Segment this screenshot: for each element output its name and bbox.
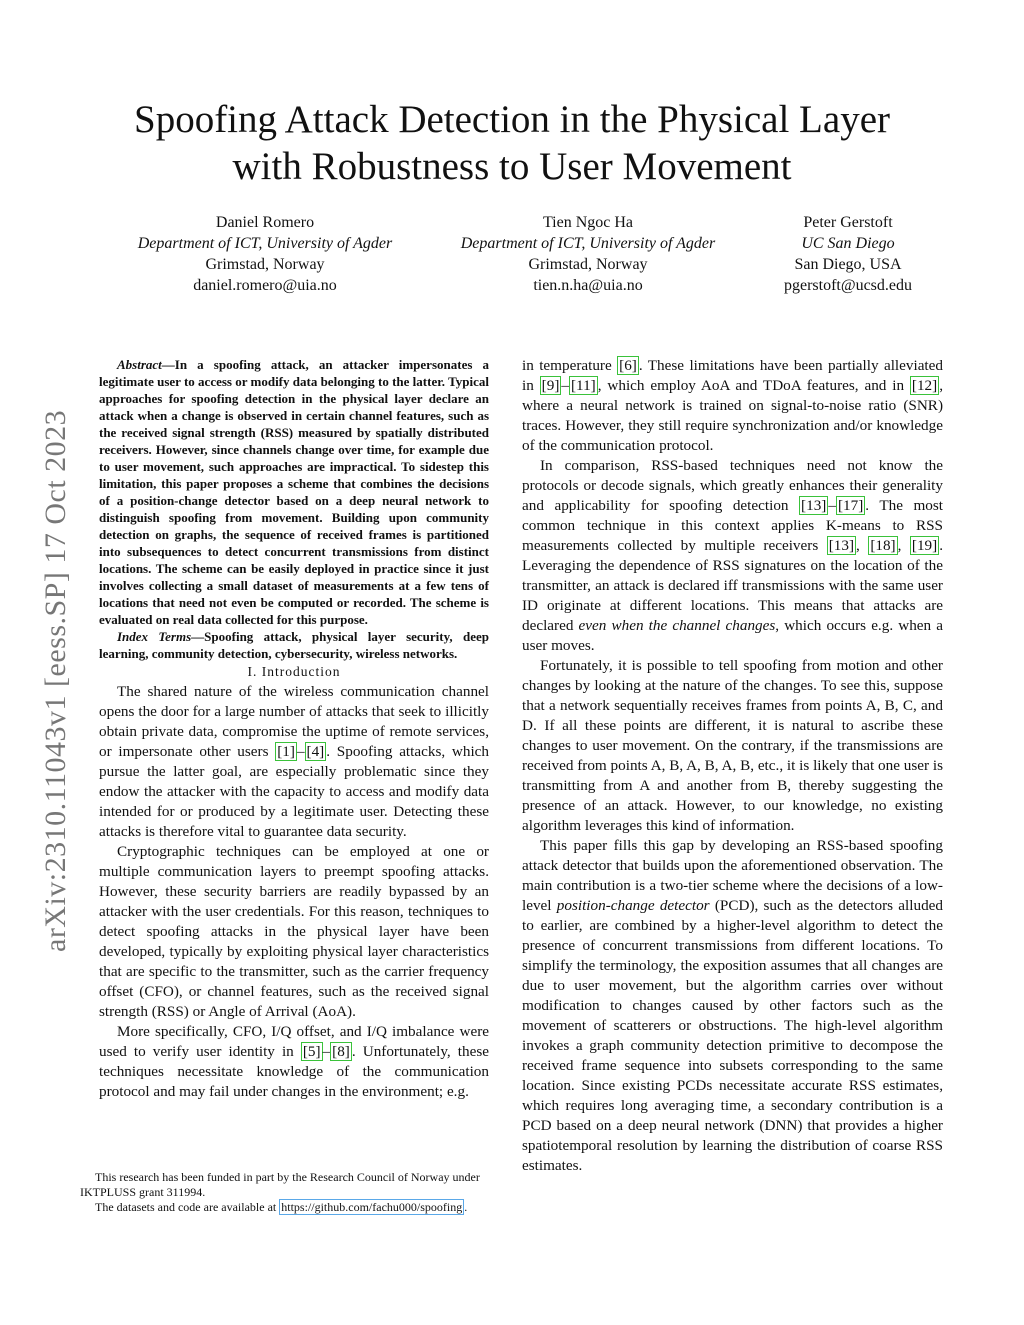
citation-link[interactable]: [8]: [332, 1043, 350, 1060]
footnotes: [80, 1170, 500, 1215]
author-affiliation: Department of ICT, University of Agder: [137, 235, 393, 252]
footnote-data: The datasets and code are available at https://github.com/fachu000/spoofing .: [95, 1200, 468, 1214]
citation-link[interactable]: [1]: [277, 743, 295, 760]
citation-link[interactable]: [18]: [870, 537, 896, 554]
author-location: Grimstad, Norway: [205, 256, 325, 273]
author-name: Tien Ngoc Ha: [542, 214, 634, 231]
citation-link[interactable]: [6]: [619, 357, 637, 374]
author-block-1: [105, 212, 425, 296]
citation-link[interactable]: [19]: [911, 537, 938, 554]
abstract-label: Abstract: [117, 357, 162, 372]
citation-link[interactable]: [4]: [306, 743, 325, 760]
index-terms: [99, 628, 489, 662]
author-location: Grimstad, Norway: [528, 256, 648, 273]
paragraph: More specifically, CFO, I/Q offset, and I/Q imbalance were used to verify user identity in [5] – [8] . Unfortunately, these techniques necessitate knowledge of the communication protocol and may fail under changes in the environment; e.g.: [99, 1023, 489, 1100]
citation-link[interactable]: [9]: [541, 377, 560, 394]
paper-title: [0, 96, 1024, 190]
title-line-2: with Robustness to User Movement: [232, 145, 792, 188]
left-column: [99, 356, 489, 1102]
index-terms-label: Index Terms: [117, 629, 192, 644]
index-terms-text: —Spoofing attack, physical layer security, deep learning, community detection, cybersecurity, wireless networks.: [99, 629, 489, 661]
paragraph: Fortunately, it is possible to tell spoofing from motion and other changes by looking at the nature of the changes. To see this, suppose that a network sequentially receives frames from points A, B, C, and D. If all these points are different, it is natural to ascribe these changes to user movement. On the contrary, if the transmissions are received from points A, B, A, B, A, B, etc., it is likely that one user is transmitting from A and another from B, thereby suggesting the presence of an attack. However, to our knowledge, no existing algorithm leverages this kind of information.: [522, 657, 943, 834]
abstract: [99, 356, 489, 628]
author-affiliation: UC San Diego: [801, 235, 895, 252]
right-column: [522, 356, 943, 1176]
author-name: Daniel Romero: [215, 214, 315, 231]
paragraph: in temperature [6] . These limitations have been partially alleviated in [9] – [11] , which employ AoA and TDoA features, and in [12] , where a neural network is trained on signal-to-noise ratio (SNR) traces. However, they still require synchronization and/or knowledge of the communication protocol.: [522, 357, 943, 454]
paragraph: In comparison, RSS-based techniques need not know the protocols or decode signals, which greatly enhances their generality and applicability for spoofing detection [13] – [17] . The most common technique in this context applies K-means to RSS measurements collected by multiple receivers [13] , [18] , [19] . Leveraging the dependence of RSS signatures on the location of the transmitter, an attack is declared iff transmissions with the same user ID originate at different locations. This means that attacks are declared even when the channel changes, which occurs e.g. when a user moves.: [522, 457, 944, 654]
arxiv-identifier: arXiv:2310.11043v1 [eess.SP] 17 Oct 2023: [39, 409, 72, 952]
author-name: Peter Gerstoft: [803, 214, 893, 231]
citation-link[interactable]: [13]: [828, 537, 855, 554]
author-email: pgerstoft@ucsd.edu: [783, 277, 913, 294]
author-email: daniel.romero@uia.no: [193, 277, 337, 294]
citation-link[interactable]: [11]: [570, 377, 596, 394]
section-heading: I. Introduction: [247, 664, 341, 679]
citation-link[interactable]: [12]: [911, 377, 938, 394]
github-link[interactable]: https://github.com/fachu000/spoofing: [281, 1200, 463, 1214]
abstract-text: —In a spoofing attack, an attacker impersonates a legitimate user to access or modify data belonging to the latter. Typical approaches for spoofing detection in the physical layer declare an attack when a change is observed in certain channel features, such as the received signal strength (RSS) measured by spatially distributed receivers. However, since channels change over time, for example due to user movement, such approaches are impractical. To sidestep this limitation, this paper proposes a scheme that combines the decisions of a position-change detector based on a deep neural network to distinguish spoofing from movement. Building upon community detection on graphs, the sequence of received frames is partitioned into subsequences to detect concurrent transmissions from distinct locations. The scheme can be easily deployed in practice since it just involves collecting a small dataset of measurements at a few tens of locations that need not even be computed or recorded. The scheme is evaluated on real data collected for this purpose.: [99, 357, 489, 627]
author-block-3: [688, 212, 1008, 296]
citation-link[interactable]: [5]: [302, 1043, 321, 1060]
paragraph: The shared nature of the wireless communication channel opens the door for a large number of attacks that seek to illicitly obtain private data, compromise the uptime of remote services, or impersonate other users [1] – [4] . Spoofing attacks, which pursue the latter goal, are especially problematic since they endow the attacker with the capacity to access and modify data intended for or produced by a legitimate user. Detecting these attacks is therefore vital to guarantee data security.: [99, 683, 490, 840]
author-email: tien.n.ha@uia.no: [533, 277, 643, 294]
footnote-funding: This research has been funded in part by the Research Council of Norway under IKTPLUSS grant 311994.: [80, 1170, 480, 1199]
title-line-1: Spoofing Attack Detection in the Physical Layer: [134, 98, 890, 141]
paragraph: This paper fills this gap by developing an RSS-based spoofing attack detector that builds upon the aforementioned observation. The main contribution is a two-tier scheme where the decisions of a low-level position-change detector (PCD), such as the detectors alluded to earlier, are combined by a higher-level algorithm to detect the presence of concurrent transmissions from different locations. To simplify the terminology, the exposition assumes that all changes are due to user movement, but the algorithm carries over without modification to changes caused by other factors such as the movement of scatterers or obstructions. The high-level algorithm invokes a graph community detection primitive to decompose the received frame sequence into subsets corresponding to the same location. Since existing PCDs necessitate accurate RSS estimates, which requires long averaging time, a secondary contribution is a PCD based on a deep neural network (DNN) that provides a higher spatiotemporal resolution by learning the distribution of coarse RSS estimates.: [522, 837, 944, 1174]
author-location: San Diego, USA: [794, 256, 902, 273]
author-affiliation: Department of ICT, University of Agder: [460, 235, 716, 252]
citation-link[interactable]: [17]: [837, 497, 864, 514]
citation-link[interactable]: [13]: [801, 497, 827, 514]
paragraph: Cryptographic techniques can be employed at one or multiple communication layers to preempt spoofing attacks. However, these security barriers are readily bypassed by an attacker with the user credentials. For this reason, techniques to detect spoofing attacks in the physical layer have been developed, typically by exploiting physical layer characteristics that are specific to the transmitter, such as the carrier frequency offset (CFO), or channel features, such as the received signal strength (RSS) or Angle of Arrival (AoA).: [99, 843, 489, 1020]
